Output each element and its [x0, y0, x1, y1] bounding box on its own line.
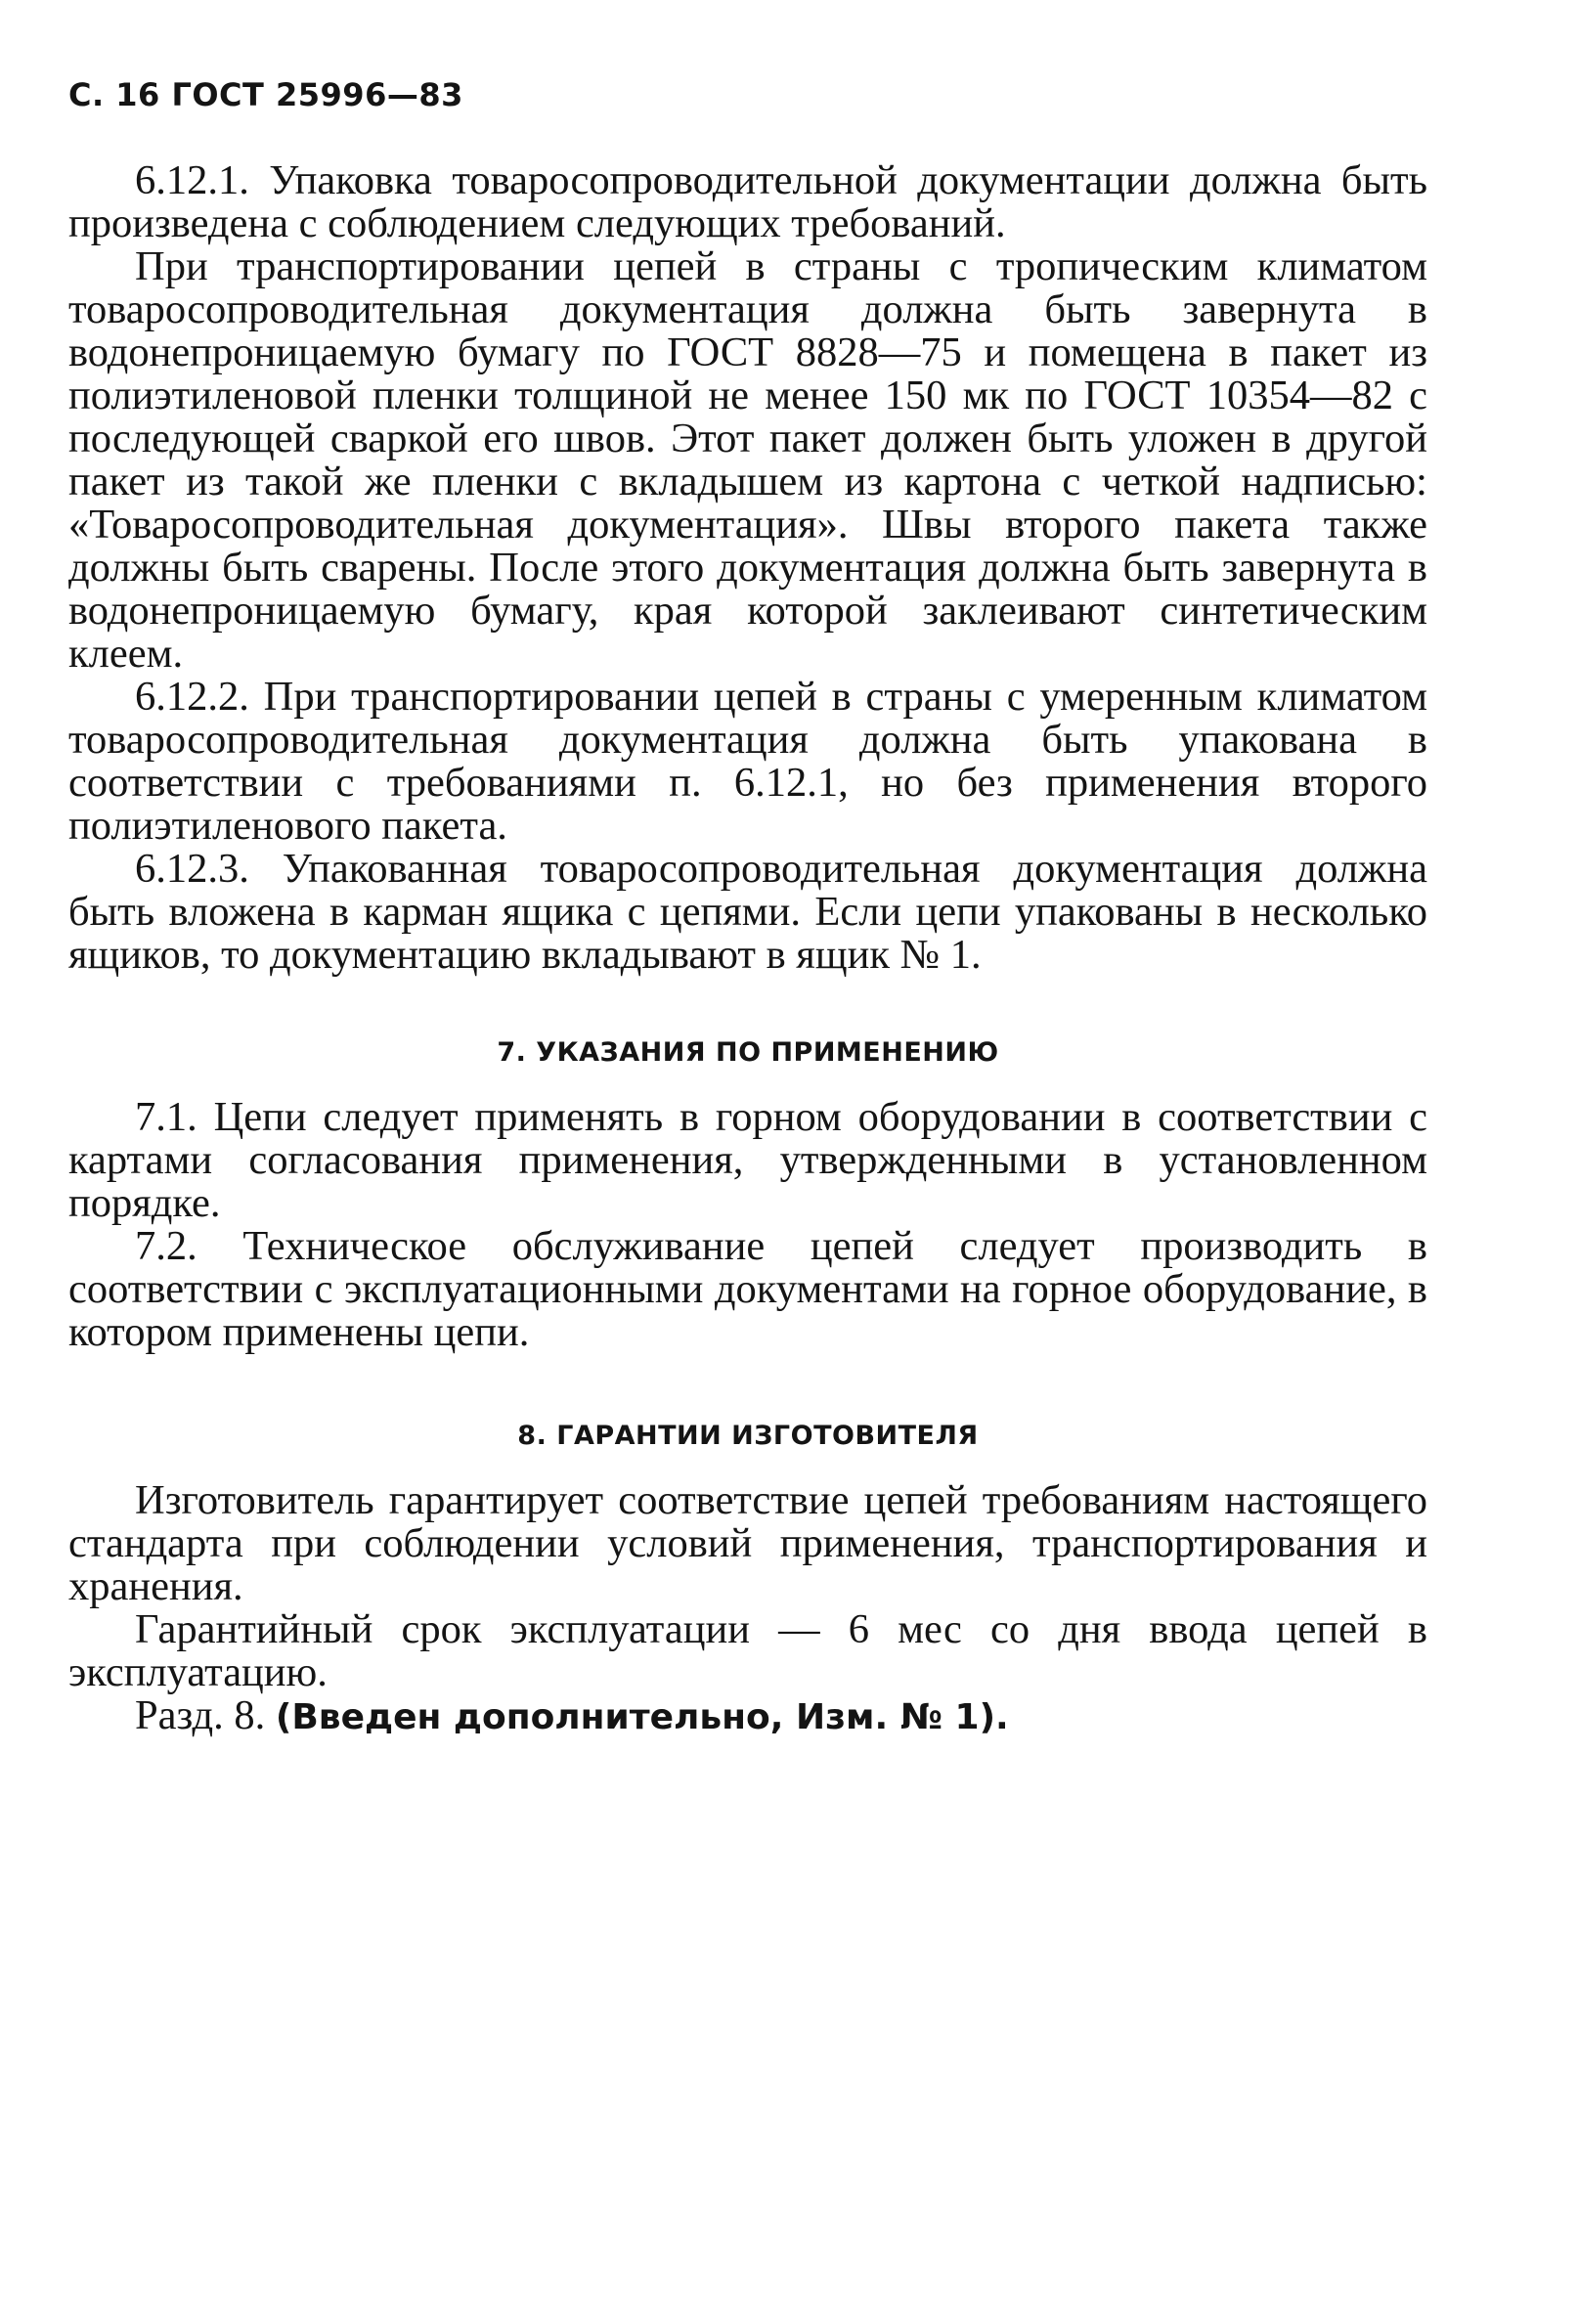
paragraph-guarantee: Изготовитель гарантирует соответствие цепей требованиям настоящего стандарта при соблюдении условий применения, транспортирования и хранения.: [68, 1477, 1427, 1609]
paragraph-7-2: 7.2. Техническое обслуживание цепей следует производить в соответствии с эксплуатационными документами на горное оборудование, в котором применены цепи.: [68, 1223, 1427, 1355]
section-8-heading: 8. ГАРАНТИИ ИЗГОТОВИТЕЛЯ: [517, 1421, 979, 1451]
paragraph-7-1: 7.1. Цепи следует применять в горном оборудовании в соответствии с картами согласования применения, утвержденными в установленном порядке.: [68, 1094, 1427, 1226]
paragraph-guarantee-term: Гарантийный срок эксплуатации — 6 мес со дня ввода цепей в эксплуатацию.: [68, 1606, 1427, 1695]
amendment-note: [68, 1694, 1427, 1739]
paragraph-tropical-climate: При транспортировании цепей в страны с тропическим климатом товаросопроводительная документация должна быть завернута в водонепроницаемую бумагу по ГОСТ 8828—75 и помещена в пакет из полиэтиленовой пленки толщиной не менее 150 мк по ГОСТ 10354—82 с последующей сваркой его швов. Этот пакет должен быть уложен в другой пакет из такой же пленки с вкладышем из картона с четкой надписью: «Товаросопроводительная документация». Швы второго пакета также должны быть сварены. После этого документация должна быть завернута в водонепроницаемую бумагу, края которой заклеивают синтетическим клеем.: [68, 243, 1427, 677]
amendment-note-reference: (Введен дополнительно, Изм. № 1).: [275, 1697, 1009, 1737]
paragraph-6-12-2: 6.12.2. При транспортировании цепей в страны с умеренным климатом товаросопроводительная документация должна быть упакована в соответствии с требованиями п. 6.12.1, но без применения второго полиэтиленового пакета.: [68, 674, 1427, 849]
page-header: С. 16 ГОСТ 25996—83: [68, 76, 463, 113]
section-7-heading: 7. УКАЗАНИЯ ПО ПРИМЕНЕНИЮ: [497, 1037, 999, 1068]
document-body: [68, 159, 1427, 1739]
paragraph-6-12-3: 6.12.3. Упакованная товаросопроводительная документация должна быть вложена в карман ящика с цепями. Если цепи упакованы в несколько ящиков, то документацию вкладывают в ящик № 1.: [68, 846, 1427, 978]
amendment-note-prefix: Разд. 8.: [135, 1692, 276, 1738]
paragraph-6-12-1: 6.12.1. Упаковка товаросопроводительной документации должна быть произведена с соблюдением следующих требований.: [68, 157, 1427, 246]
